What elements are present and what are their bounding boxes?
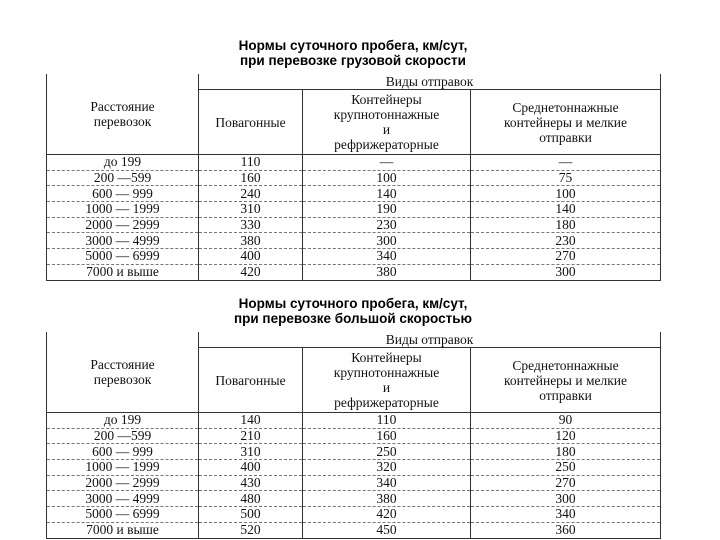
cell-medium-containers: 140 (471, 202, 661, 218)
cell-medium-containers: 90 (471, 413, 661, 429)
cell-large-containers: 190 (303, 202, 471, 218)
cell-distance: 200 —599 (47, 428, 199, 444)
cell-large-containers: 110 (303, 413, 471, 429)
cell-large-containers: 300 (303, 233, 471, 249)
cell-medium-containers: 250 (471, 460, 661, 476)
header-wagon: Повагонные (199, 348, 303, 413)
cell-wagon: 160 (199, 170, 303, 186)
cell-large-containers: 160 (303, 428, 471, 444)
cell-wagon: 140 (199, 413, 303, 429)
norms-block-freight-speed (46, 38, 660, 281)
cell-distance: 600 — 999 (47, 444, 199, 460)
cell-wagon: 520 (199, 522, 303, 538)
cell-large-containers: — (303, 155, 471, 171)
cell-large-containers: 140 (303, 186, 471, 202)
table-row (47, 264, 661, 280)
cell-medium-containers: 360 (471, 522, 661, 538)
cell-large-containers: 320 (303, 460, 471, 476)
header-distance: Расстояние перевозок (47, 332, 199, 413)
cell-large-containers: 340 (303, 249, 471, 265)
cell-distance: 2000 — 2999 (47, 475, 199, 491)
cell-wagon: 240 (199, 186, 303, 202)
norms-table-freight-speed (46, 74, 661, 281)
header-medium-containers: Среднетоннажные контейнеры и мелкие отправки (471, 348, 661, 413)
header-shipment-types: Виды отправок (199, 74, 661, 90)
cell-medium-containers: 120 (471, 428, 661, 444)
cell-large-containers: 420 (303, 507, 471, 523)
cell-large-containers: 450 (303, 522, 471, 538)
cell-distance: 1000 — 1999 (47, 202, 199, 218)
cell-medium-containers: 340 (471, 507, 661, 523)
cell-distance: 7000 и выше (47, 264, 199, 280)
table-row (47, 491, 661, 507)
table-row (47, 249, 661, 265)
table-row (47, 202, 661, 218)
cell-large-containers: 230 (303, 217, 471, 233)
header-large-containers: Контейнеры крупнотоннажные и рефрижераторные (303, 90, 471, 155)
table-row (47, 475, 661, 491)
cell-wagon: 400 (199, 249, 303, 265)
cell-medium-containers: 300 (471, 491, 661, 507)
cell-distance: 600 — 999 (47, 186, 199, 202)
cell-distance: 200 —599 (47, 170, 199, 186)
norms-table-high-speed (46, 332, 661, 539)
norms-block-high-speed (46, 296, 660, 539)
cell-distance: 5000 — 6999 (47, 249, 199, 265)
cell-distance: до 199 (47, 413, 199, 429)
cell-wagon: 330 (199, 217, 303, 233)
cell-wagon: 310 (199, 444, 303, 460)
cell-medium-containers: 270 (471, 475, 661, 491)
cell-distance: 3000 — 4999 (47, 233, 199, 249)
table-row (47, 522, 661, 538)
cell-large-containers: 340 (303, 475, 471, 491)
cell-medium-containers: 230 (471, 233, 661, 249)
cell-wagon: 110 (199, 155, 303, 171)
title-line-2: при перевозке грузовой скорости (240, 53, 466, 68)
header-medium-containers: Среднетоннажные контейнеры и мелкие отправки (471, 90, 661, 155)
table-row (47, 444, 661, 460)
header-wagon: Повагонные (199, 90, 303, 155)
cell-wagon: 500 (199, 507, 303, 523)
cell-large-containers: 380 (303, 491, 471, 507)
table-row (47, 186, 661, 202)
title-line-1: Нормы суточного пробега, км/сут, (238, 38, 468, 53)
cell-distance: 3000 — 4999 (47, 491, 199, 507)
cell-distance: до 199 (47, 155, 199, 171)
cell-wagon: 210 (199, 428, 303, 444)
cell-wagon: 480 (199, 491, 303, 507)
cell-wagon: 310 (199, 202, 303, 218)
cell-medium-containers: 180 (471, 444, 661, 460)
cell-medium-containers: — (471, 155, 661, 171)
table-row (47, 217, 661, 233)
cell-distance: 1000 — 1999 (47, 460, 199, 476)
cell-wagon: 380 (199, 233, 303, 249)
cell-medium-containers: 75 (471, 170, 661, 186)
cell-distance: 5000 — 6999 (47, 507, 199, 523)
header-large-containers: Контейнеры крупнотоннажные и рефрижераторные (303, 348, 471, 413)
cell-distance: 7000 и выше (47, 522, 199, 538)
table-title (46, 38, 660, 68)
cell-medium-containers: 180 (471, 217, 661, 233)
cell-medium-containers: 100 (471, 186, 661, 202)
table-row (47, 170, 661, 186)
table-row (47, 507, 661, 523)
cell-wagon: 400 (199, 460, 303, 476)
cell-large-containers: 250 (303, 444, 471, 460)
cell-wagon: 430 (199, 475, 303, 491)
cell-medium-containers: 270 (471, 249, 661, 265)
table-row (47, 460, 661, 476)
title-line-2: при перевозке большой скоростью (233, 311, 473, 326)
cell-distance: 2000 — 2999 (47, 217, 199, 233)
table-row (47, 233, 661, 249)
cell-medium-containers: 300 (471, 264, 661, 280)
cell-wagon: 420 (199, 264, 303, 280)
table-row (47, 413, 661, 429)
header-shipment-types: Виды отправок (199, 332, 661, 348)
cell-large-containers: 100 (303, 170, 471, 186)
table-row (47, 155, 661, 171)
table-row (47, 428, 661, 444)
header-distance: Расстояние перевозок (47, 74, 199, 155)
title-line-1: Нормы суточного пробега, км/сут, (238, 296, 468, 311)
table-title (46, 296, 660, 326)
cell-large-containers: 380 (303, 264, 471, 280)
